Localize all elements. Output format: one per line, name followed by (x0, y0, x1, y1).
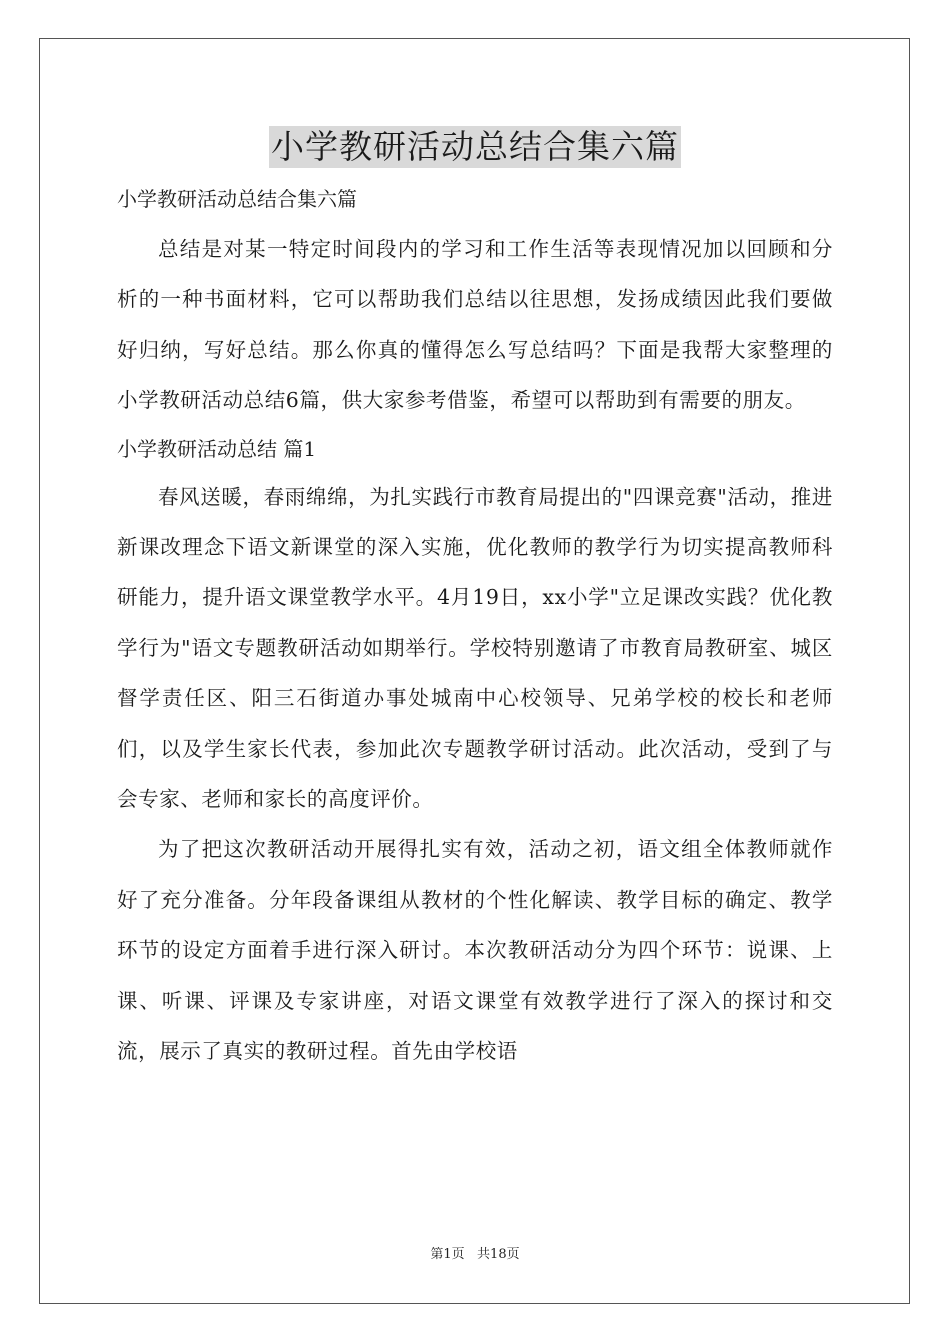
document-subtitle: 小学教研活动总结合集六篇 (117, 187, 357, 211)
body-paragraph-2: 为了把这次教研活动开展得扎实有效，活动之初，语文组全体教师就作好了充分准备。分年段备课组从教材的个性化解读、教学目标的确定、教学环节的设定方面着手进行深入研讨。本次教研活动分为四个环节：说课、上课、听课、评课及专家讲座，对语文课堂有效教学进行了深入的探讨和交流，展示了真实的教研过程。首先由学校语 (117, 837, 833, 1064)
document-body (117, 178, 833, 1077)
page-number: 第1页 共18页 (430, 1247, 520, 1262)
title-container (0, 126, 950, 168)
document-title: 小学教研活动总结合集六篇 (271, 127, 679, 166)
body-paragraph-1: 春风送暖，春雨绵绵，为扎实践行市教育局提出的"四课竞赛"活动，推进新课改理念下语文新课堂的深入实施，优化教师的教学行为切实提高教师科研能力，提升语文课堂教学水平。4月19日，xx小学"立足课改实践？优化教学行为"语文专题教研活动如期举行。学校特别邀请了市教育局教研室、城区督学责任区、阳三石街道办事处城南中心校领导、兄弟学校的校长和老师们，以及学生家长代表，参加此次专题教学研讨活动。此次活动，受到了与会专家、老师和家长的高度评价。 (117, 484, 833, 812)
page-footer (0, 1246, 950, 1264)
section-heading: 小学教研活动总结 篇1 (117, 436, 317, 461)
intro-paragraph: 总结是对某一特定时间段内的学习和工作生活等表现情况加以回顾和分析的一种书面材料，它可以帮助我们总结以往思想，发扬成绩因此我们要做好归纳，写好总结。那么你真的懂得怎么写总结吗？下面是我帮大家整理的小学教研活动总结6篇，供大家参考借鉴，希望可以帮助到有需要的朋友。 (117, 237, 833, 413)
